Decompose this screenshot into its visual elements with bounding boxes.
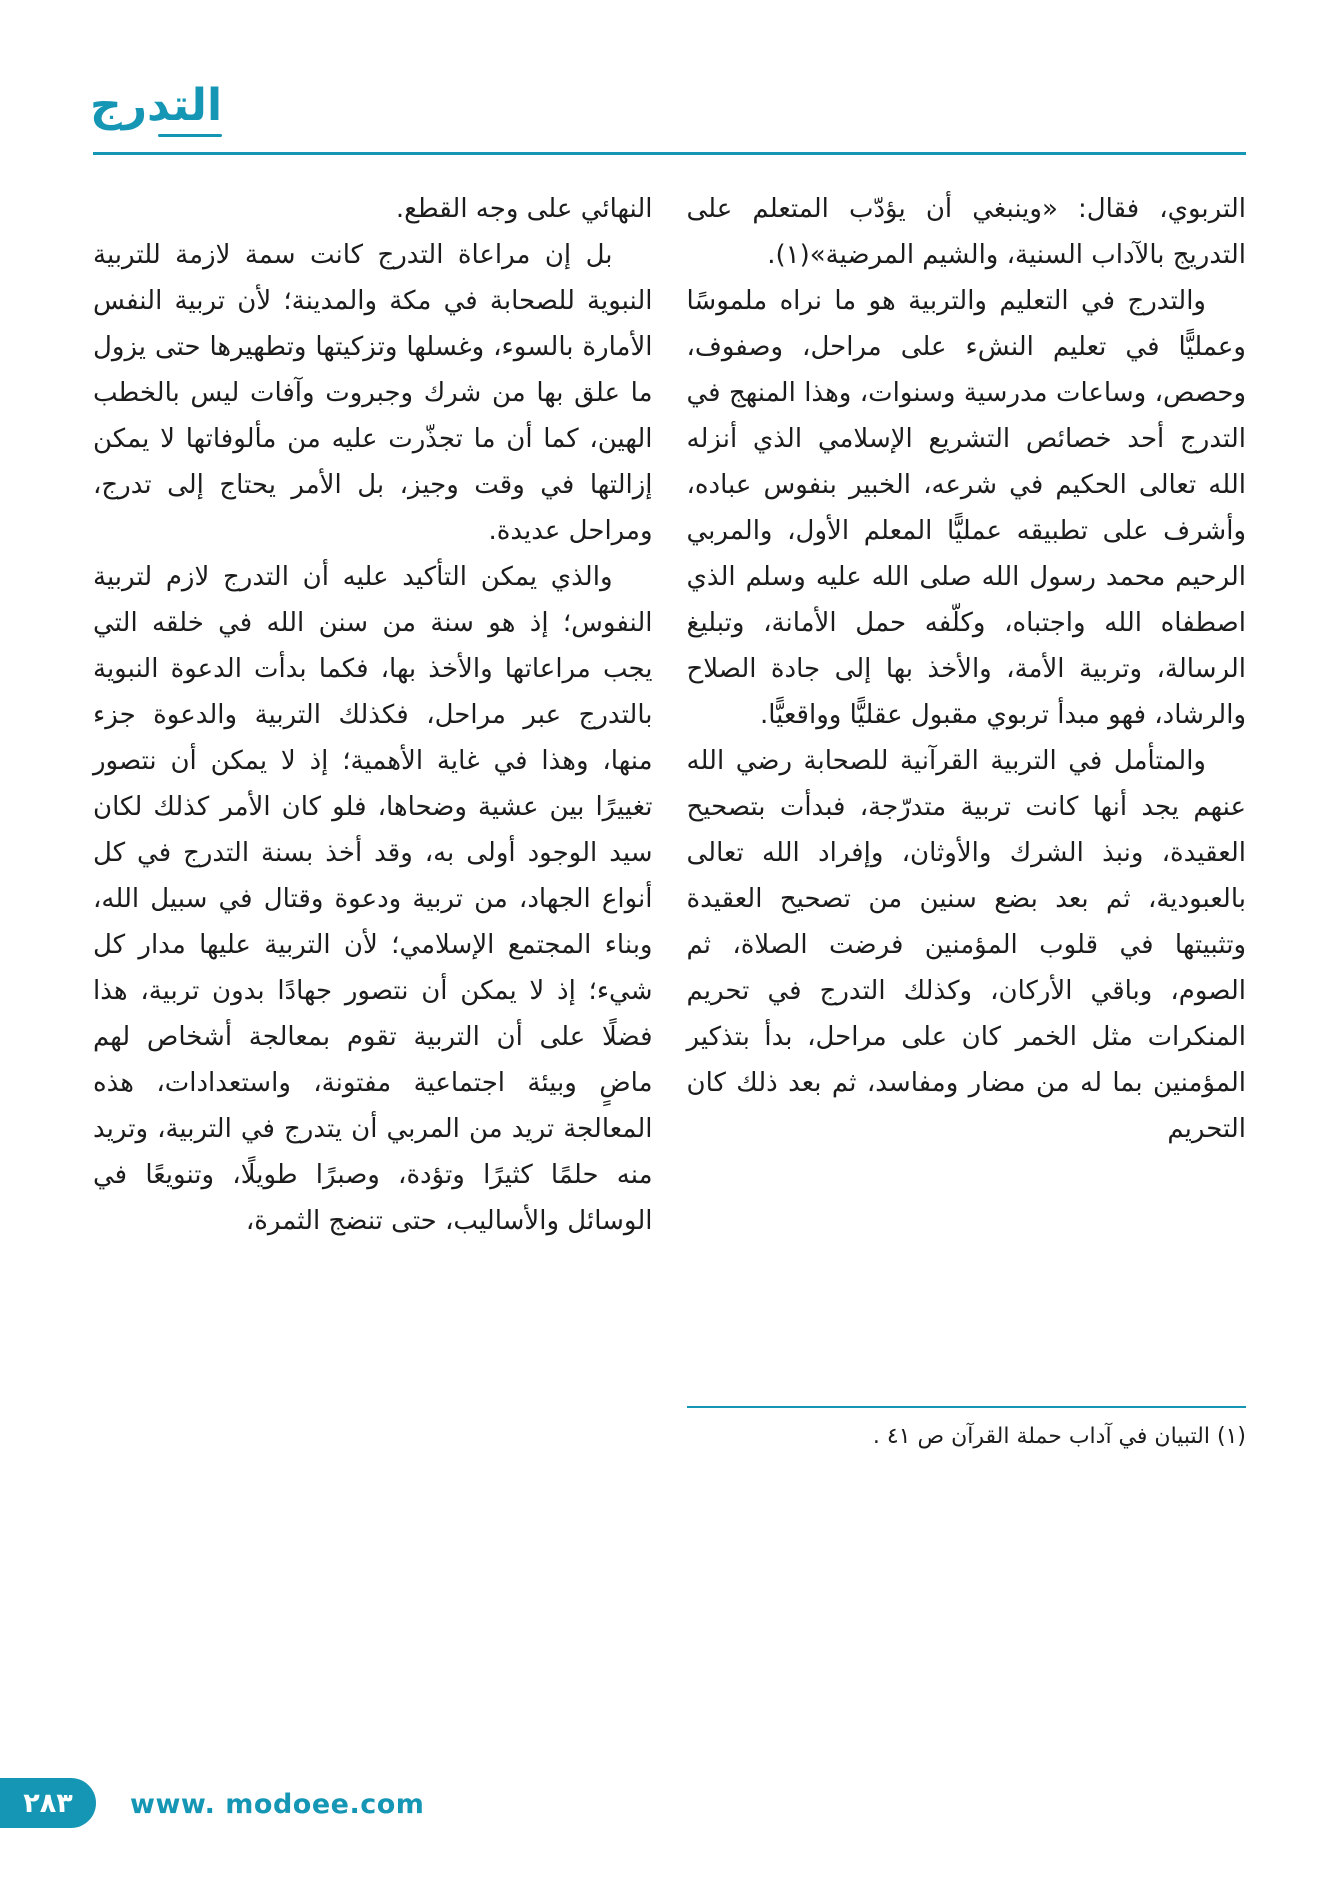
body-paragraph: بل إن مراعاة التدرج كانت سمة لازمة للتربية النبوية للصحابة في مكة والمدينة؛ لأن تربية النفس الأمارة بالسوء، وغسلها وتزكيتها وتطهيرها حتى يزول ما علق بها من شرك وجبروت وآفات ليس بالخطب الهين، كما أن ما تجذّرت عليه من مألوفاتها لا يمكن إزالتها في وقت وجيز، بل الأمر يحتاج إلى تدرج، ومراحل عديدة. [93, 240, 653, 546]
page-number-badge [0, 1778, 96, 1828]
body-paragraph: والمتأمل في التربية القرآنية للصحابة رضي الله عنهم يجد أنها كانت تربية متدرّجة، فبدأت بتصحيح العقيدة، ونبذ الشرك والأوثان، وإفراد الله تعالى بالعبودية، ثم بعد بضع سنين من تصحيح العقيدة وتثبيتها في قلوب المؤمنين فرضت الصلاة، ثم الصوم، وباقي الأركان، وكذلك التدرج في تحريم المنكرات مثل الخمر كان على مراحل، بدأ بتذكير المؤمنين بما له من مضار ومفاسد، ثم بعد ذلك كان التحريم [686, 746, 1246, 1144]
page-title: التدرج [90, 84, 222, 137]
text-columns [93, 186, 1246, 1454]
website-text: www. modoee.com [130, 1789, 425, 1820]
footnote-text: (١) التبيان في آداب حملة القرآن ص ٤١ . [872, 1424, 1246, 1449]
body-paragraph: والتدرج في التعليم والتربية هو ما نراه ملموسًا وعمليًّا في تعليم النشء على مراحل، وصفوف، وحصص، وساعات مدرسية وسنوات، وهذا المنهج في التدرج أحد خصائص التشريع الإسلامي الذي أنزله الله تعالى الحكيم في شرعه، الخبير بنفوس عباده، وأشرف على تطبيقه عمليًّا المعلم الأول، والمربي الرحيم محمد رسول الله صلى الله عليه وسلم الذي اصطفاه الله واجتباه، وكلّفه حمل الأمانة، وتبليغ الرسالة، وتربية الأمة، والأخذ بها إلى جادة الصلاح والرشاد، فهو مبدأ تربوي مقبول عقليًّا وواقعيًّا. [686, 286, 1246, 730]
body-paragraph: التربوي، فقال: «وينبغي أن يؤدّب المتعلم على التدريج بالآداب السنية، والشيم المرضية»(١). [686, 194, 1246, 270]
column-left [93, 186, 653, 1454]
body-paragraph: والذي يمكن التأكيد عليه أن التدرج لازم لتربية النفوس؛ إذ هو سنة من سنن الله في خلقه التي يجب مراعاتها والأخذ بها، فكما بدأت الدعوة النبوية بالتدرج عبر مراحل، فكذلك التربية والدعوة جزء منها، وهذا في غاية الأهمية؛ إذ لا يمكن أن نتصور تغييرًا بين عشية وضحاها، فلو كان الأمر كذلك لكان سيد الوجود أولى به، وقد أخذ بسنة التدرج في كل أنواع الجهاد، من تربية ودعوة وقتال في سبيل الله، وبناء المجتمع الإسلامي؛ لأن التربية عليها مدار كل شيء؛ إذ لا يمكن أن نتصور جهادًا بدون تربية، هذا فضلًا على أن التربية تقوم بمعالجة أشخاص لهم ماضٍ وبيئة اجتماعية مفتونة، واستعدادات، هذه المعالجة تريد من المربي أن يتدرج في التربية، وتريد منه حلمًا كثيرًا وتؤدة، وصبرًا طويلًا، وتنويعًا في الوسائل والأساليب، حتى تنضج الثمرة، [93, 562, 653, 1236]
page-number: ٢٨٣ [23, 1787, 73, 1819]
footnote-area [687, 1398, 1247, 1454]
body-paragraph: النهائي على وجه القطع. [395, 194, 653, 224]
column-right [687, 186, 1247, 1454]
header-rule [93, 152, 1246, 155]
footnote-rule [687, 1406, 1247, 1408]
